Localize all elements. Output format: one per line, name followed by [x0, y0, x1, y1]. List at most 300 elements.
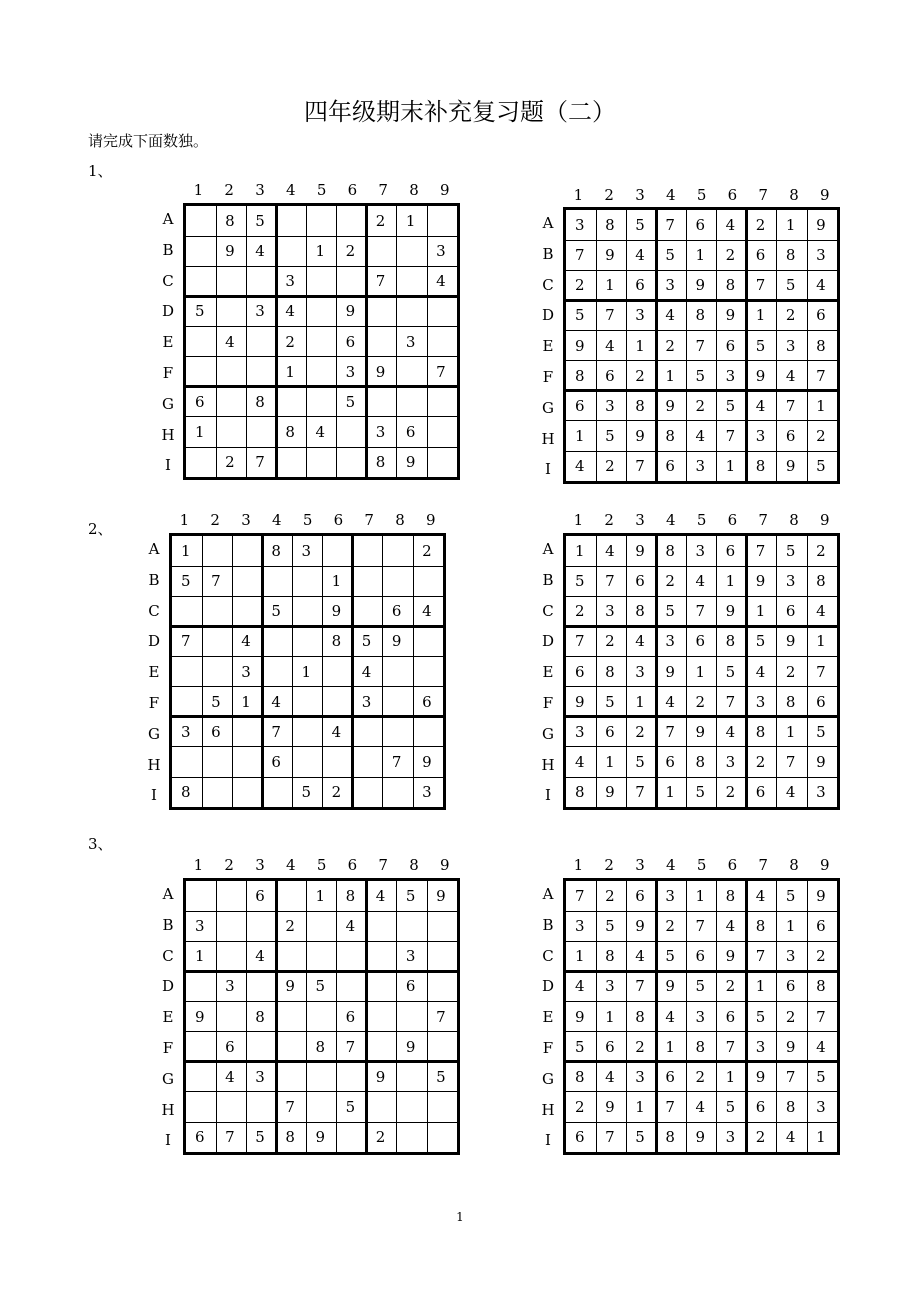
sudoku-cell: 6	[755, 783, 766, 802]
sudoku-cell[interactable]	[181, 753, 202, 777]
sudoku-cell[interactable]	[302, 632, 323, 656]
sudoku-cell: 9	[605, 1097, 615, 1116]
sudoku-cell: 6	[695, 632, 706, 651]
sudoku-cell[interactable]	[195, 1098, 216, 1122]
column-label: 8	[789, 856, 799, 874]
sudoku-cell[interactable]	[362, 723, 383, 747]
sudoku-cell[interactable]	[195, 887, 216, 911]
sudoku-cell[interactable]	[406, 363, 427, 387]
sudoku-cell: 4	[816, 276, 826, 295]
sudoku-cell[interactable]	[392, 783, 413, 807]
sudoku-cell: 8	[695, 1037, 706, 1056]
sudoku-cell: 1	[575, 947, 585, 966]
sudoku-cell[interactable]	[302, 602, 323, 626]
sudoku-cell[interactable]	[271, 783, 292, 807]
sudoku-cell[interactable]	[406, 1068, 427, 1092]
sudoku-cell: 1	[725, 457, 736, 476]
sudoku-cell: 4	[315, 422, 326, 441]
sudoku-cell[interactable]	[285, 242, 306, 266]
column-label: 5	[696, 186, 707, 204]
sudoku-cell[interactable]	[376, 1008, 397, 1032]
sudoku-cell: 5	[575, 572, 585, 591]
sudoku-cell: 6	[816, 692, 826, 711]
row-label: H	[147, 755, 161, 774]
column-label: 7	[758, 856, 768, 874]
sudoku-board	[183, 878, 460, 1155]
sudoku-cell[interactable]	[406, 272, 427, 296]
sudoku-cell: 5	[635, 1128, 645, 1147]
sudoku-cell: 5	[315, 977, 326, 996]
sudoku-cell: 6	[575, 1128, 585, 1147]
sudoku-cell: 8	[315, 1037, 326, 1056]
sudoku-cell[interactable]	[241, 783, 262, 807]
sudoku-cell: 2	[665, 336, 675, 355]
sudoku-cell[interactable]	[211, 602, 232, 626]
sudoku-cell: 1	[816, 396, 826, 415]
sudoku-cell[interactable]	[316, 1098, 337, 1122]
sudoku-cell[interactable]	[195, 1068, 216, 1092]
sudoku-cell[interactable]	[285, 947, 306, 971]
sudoku-cell[interactable]	[285, 1068, 306, 1092]
sudoku-cell[interactable]	[285, 453, 306, 477]
sudoku-cell: 5	[785, 887, 796, 905]
sudoku-board	[169, 533, 446, 810]
sudoku-cell[interactable]	[332, 542, 353, 566]
row-label: F	[162, 364, 174, 382]
sudoku-cell[interactable]	[376, 1038, 397, 1062]
sudoku-cell[interactable]	[436, 977, 457, 1001]
row-label: C	[148, 601, 160, 620]
sudoku-cell[interactable]	[332, 753, 353, 777]
sudoku-cell[interactable]	[346, 423, 367, 447]
sudoku-cell[interactable]	[316, 272, 337, 296]
sudoku-cell: 7	[785, 752, 796, 771]
sudoku-cell[interactable]	[285, 1008, 306, 1032]
column-label: 3	[241, 511, 251, 529]
sudoku-cell[interactable]	[436, 212, 457, 236]
sudoku-cell: 3	[755, 692, 766, 711]
sudoku-cell[interactable]	[225, 423, 246, 447]
row-label: H	[161, 425, 175, 444]
sudoku-cell[interactable]	[346, 453, 367, 477]
sudoku-cell: 5	[816, 722, 826, 741]
sudoku-cell[interactable]	[422, 572, 443, 596]
sudoku-cell: 5	[785, 542, 796, 560]
sudoku-cell: 2	[785, 306, 796, 325]
sudoku-cell: 9	[725, 947, 736, 966]
sudoku-cell: 9	[816, 752, 826, 771]
sudoku-cell: 4	[635, 632, 645, 651]
sudoku-cell: 2	[422, 542, 432, 560]
sudoku-cell[interactable]	[211, 663, 232, 687]
sudoku-cell: 3	[405, 332, 416, 351]
sudoku-cell[interactable]	[181, 602, 202, 626]
sudoku-cell: 2	[605, 887, 615, 905]
sudoku-cell[interactable]	[376, 242, 397, 266]
sudoku-cell: 9	[725, 602, 736, 621]
sudoku-cell[interactable]	[422, 723, 443, 747]
sudoku-cell[interactable]	[346, 212, 367, 236]
sudoku-cell[interactable]	[241, 723, 262, 747]
sudoku-cell[interactable]	[436, 423, 457, 447]
sudoku-cell[interactable]	[225, 1098, 246, 1122]
sudoku-cell: 9	[285, 977, 295, 996]
sudoku-cell: 5	[665, 602, 675, 621]
sudoku-cell: 6	[405, 977, 416, 996]
row-label: G	[162, 394, 174, 413]
sudoku-cell: 1	[695, 887, 706, 905]
sudoku-cell: 4	[241, 632, 251, 651]
sudoku-cell[interactable]	[225, 1008, 246, 1032]
sudoku-cell: 1	[315, 887, 326, 905]
sudoku-cell[interactable]	[316, 453, 337, 477]
sudoku-cell: 7	[816, 662, 826, 681]
sudoku-cell: 4	[436, 272, 446, 291]
column-label: 4	[666, 186, 676, 204]
sudoku-cell: 8	[665, 426, 675, 445]
sudoku-cell: 4	[665, 306, 675, 325]
sudoku-cell[interactable]	[225, 363, 246, 387]
sudoku-cell[interactable]	[436, 917, 457, 941]
row-label: A	[542, 540, 554, 558]
sudoku-cell: 9	[375, 1067, 386, 1086]
sudoku-cell[interactable]	[211, 542, 232, 566]
sudoku-cell: 7	[436, 1007, 446, 1026]
sudoku-cell[interactable]	[346, 1128, 367, 1152]
sudoku-cell[interactable]	[362, 753, 383, 777]
sudoku-cell: 3	[436, 242, 446, 261]
column-label: 1	[573, 856, 584, 874]
sudoku-cell: 6	[195, 1128, 205, 1147]
sudoku-cell[interactable]	[271, 663, 292, 687]
sudoku-cell[interactable]	[302, 753, 323, 777]
sudoku-cell[interactable]	[316, 1008, 337, 1032]
sudoku-cell[interactable]	[406, 393, 427, 417]
sudoku-cell: 3	[575, 722, 585, 741]
sudoku-cell[interactable]	[211, 753, 232, 777]
sudoku-cell: 7	[755, 276, 766, 295]
row-label: I	[545, 1131, 551, 1150]
sudoku-cell: 8	[375, 453, 386, 472]
sudoku-cell[interactable]	[392, 572, 413, 596]
sudoku-cell[interactable]	[195, 977, 216, 1001]
sudoku-cell[interactable]	[302, 723, 323, 747]
sudoku-cell: 5	[195, 302, 205, 321]
sudoku-cell[interactable]	[376, 1098, 397, 1122]
sudoku-cell: 4	[605, 542, 615, 560]
sudoku-cell: 3	[695, 542, 706, 560]
sudoku-cell: 4	[605, 336, 615, 355]
sudoku-cell: 6	[816, 917, 826, 936]
sudoku-cell[interactable]	[376, 947, 397, 971]
sudoku-cell[interactable]	[376, 333, 397, 357]
sudoku-cell: 5	[755, 1007, 766, 1026]
sudoku-cell[interactable]	[406, 1128, 427, 1152]
sudoku-cell: 3	[301, 542, 312, 560]
sudoku-cell: 8	[635, 396, 645, 415]
sudoku-cell: 6	[785, 426, 796, 445]
row-label: F	[542, 368, 554, 386]
sudoku-cell[interactable]	[362, 602, 383, 626]
sudoku-cell: 7	[436, 362, 446, 381]
sudoku-cell: 3	[361, 692, 372, 711]
sudoku-cell[interactable]	[225, 302, 246, 326]
row-label: G	[148, 724, 160, 743]
sudoku-cell: 4	[255, 242, 265, 261]
sudoku-cell: 6	[605, 366, 615, 385]
column-label: 4	[286, 181, 296, 199]
sudoku-cell: 3	[635, 306, 645, 325]
sudoku-cell[interactable]	[195, 242, 216, 266]
sudoku-cell[interactable]	[392, 663, 413, 687]
sudoku-cell[interactable]	[346, 272, 367, 296]
sudoku-cell[interactable]	[255, 917, 276, 941]
sudoku-cell[interactable]	[422, 632, 443, 656]
sudoku-cell[interactable]	[302, 572, 323, 596]
sudoku-cell[interactable]	[225, 272, 246, 296]
sudoku-cell[interactable]	[346, 1068, 367, 1092]
sudoku-cell[interactable]	[392, 542, 413, 566]
sudoku-cell[interactable]	[376, 302, 397, 326]
sudoku-cell[interactable]	[376, 917, 397, 941]
sudoku-cell[interactable]	[316, 333, 337, 357]
sudoku-cell: 2	[725, 783, 736, 802]
sudoku-cell: 1	[285, 362, 295, 381]
sudoku-cell[interactable]	[255, 423, 276, 447]
sudoku-cell[interactable]	[255, 272, 276, 296]
sudoku-cell: 8	[725, 276, 736, 295]
column-label: 8	[789, 186, 799, 204]
sudoku-cell[interactable]	[195, 453, 216, 477]
row-label: B	[542, 915, 554, 934]
sudoku-cell: 2	[635, 1037, 645, 1056]
sudoku-cell[interactable]	[406, 1008, 427, 1032]
sudoku-cell: 9	[315, 1128, 326, 1147]
sudoku-cell: 5	[605, 426, 615, 445]
sudoku-cell[interactable]	[406, 242, 427, 266]
sudoku-cell: 6	[755, 1097, 766, 1116]
row-label: H	[541, 1100, 555, 1119]
sudoku-cell[interactable]	[406, 1098, 427, 1122]
sudoku-cell[interactable]	[302, 693, 323, 717]
sudoku-cell[interactable]	[316, 947, 337, 971]
sudoku-cell: 5	[816, 1067, 826, 1086]
sudoku-cell[interactable]	[211, 783, 232, 807]
sudoku-cell: 9	[665, 396, 675, 415]
sudoku-cell[interactable]	[376, 977, 397, 1001]
sudoku-cell: 9	[785, 632, 796, 651]
sudoku-cell[interactable]	[332, 663, 353, 687]
sudoku-cell[interactable]	[255, 977, 276, 1001]
sudoku-cell: 3	[785, 572, 796, 591]
row-label: D	[161, 977, 175, 996]
sudoku-cell[interactable]	[255, 333, 276, 357]
sudoku-cell: 9	[635, 917, 645, 936]
column-label: 8	[409, 856, 419, 874]
sudoku-cell[interactable]	[406, 302, 427, 326]
sudoku-cell: 8	[695, 306, 706, 325]
sudoku-cell[interactable]	[255, 1038, 276, 1062]
sudoku-cell: 1	[695, 662, 706, 681]
sudoku-cell[interactable]	[241, 753, 262, 777]
sudoku-cell[interactable]	[195, 363, 216, 387]
sudoku-cell: 1	[241, 692, 251, 711]
sudoku-cell: 3	[816, 1097, 826, 1116]
sudoku-cell[interactable]	[362, 783, 383, 807]
sudoku-cell[interactable]	[436, 302, 457, 326]
sudoku-cell[interactable]	[181, 693, 202, 717]
sudoku-cell: 8	[575, 783, 585, 802]
sudoku-cell[interactable]	[195, 333, 216, 357]
sudoku-cell: 5	[635, 216, 645, 234]
row-label: D	[541, 632, 555, 651]
sudoku-cell: 7	[635, 977, 645, 996]
sudoku-cell[interactable]	[436, 453, 457, 477]
sudoku-cell: 9	[755, 1067, 766, 1086]
sudoku-cell[interactable]	[422, 663, 443, 687]
sudoku-cell[interactable]	[406, 917, 427, 941]
sudoku-cell: 9	[331, 602, 342, 621]
sudoku-cell: 7	[575, 887, 585, 905]
column-label: 3	[635, 511, 645, 529]
problem-number-1: 1、	[88, 162, 113, 180]
sudoku-cell[interactable]	[285, 393, 306, 417]
sudoku-cell: 8	[605, 662, 615, 681]
sudoku-cell: 4	[816, 602, 826, 621]
sudoku-cell[interactable]	[241, 602, 262, 626]
sudoku-cell: 2	[375, 1128, 386, 1147]
sudoku-cell: 3	[695, 1007, 706, 1026]
sudoku-cell[interactable]	[376, 393, 397, 417]
sudoku-cell[interactable]	[392, 693, 413, 717]
sudoku-cell: 4	[375, 887, 386, 905]
sudoku-cell: 9	[225, 242, 235, 261]
column-label: 7	[378, 856, 388, 874]
column-label: 6	[347, 856, 358, 874]
column-label: 6	[727, 856, 738, 874]
sudoku-cell[interactable]	[285, 887, 306, 911]
sudoku-cell: 7	[725, 426, 736, 445]
column-label: 3	[635, 856, 645, 874]
sudoku-cell: 7	[575, 246, 585, 265]
sudoku-cell: 7	[725, 692, 736, 711]
sudoku-cell: 8	[345, 887, 356, 905]
sudoku-cell: 9	[725, 306, 736, 325]
column-label: 1	[193, 856, 204, 874]
column-label: 6	[727, 511, 738, 529]
column-label: 3	[255, 856, 265, 874]
sudoku-cell[interactable]	[316, 363, 337, 387]
sudoku-cell: 1	[725, 1067, 736, 1086]
sudoku-cell[interactable]	[436, 393, 457, 417]
sudoku-cell[interactable]	[225, 947, 246, 971]
sudoku-cell[interactable]	[241, 572, 262, 596]
sudoku-cell[interactable]	[255, 1098, 276, 1122]
sudoku-cell[interactable]	[241, 542, 262, 566]
sudoku-cell[interactable]	[271, 572, 292, 596]
sudoku-cell[interactable]	[316, 917, 337, 941]
sudoku-cell[interactable]	[362, 572, 383, 596]
sudoku-cell: 2	[345, 242, 356, 261]
sudoku-cell: 5	[405, 887, 416, 905]
sudoku-cell[interactable]	[285, 1038, 306, 1062]
sudoku-cell[interactable]	[225, 917, 246, 941]
sudoku-cell: 4	[755, 396, 766, 415]
sudoku-cell: 6	[391, 602, 402, 621]
row-label: D	[147, 632, 161, 651]
sudoku-cell: 6	[755, 246, 766, 265]
sudoku-cell[interactable]	[436, 1038, 457, 1062]
sudoku-cell: 4	[225, 1067, 235, 1086]
row-label: C	[542, 601, 554, 620]
problem-number-3: 3、	[88, 835, 113, 853]
sudoku-cell[interactable]	[211, 632, 232, 656]
sudoku-cell[interactable]	[436, 1128, 457, 1152]
sudoku-cell[interactable]	[181, 663, 202, 687]
row-label: F	[162, 1039, 174, 1057]
sudoku-cell: 6	[665, 457, 675, 476]
sudoku-cell: 2	[665, 572, 675, 591]
sudoku-cell: 5	[255, 1128, 265, 1147]
sudoku-cell: 9	[575, 1007, 585, 1026]
sudoku-cell[interactable]	[316, 212, 337, 236]
page-title: 四年级期末补充复习题（二）	[304, 98, 616, 126]
sudoku-cell: 7	[345, 1037, 356, 1056]
sudoku-cell[interactable]	[285, 212, 306, 236]
sudoku-cell: 9	[816, 216, 826, 234]
sudoku-cell[interactable]	[225, 393, 246, 417]
column-label: 8	[395, 511, 405, 529]
sudoku-cell: 8	[181, 783, 191, 802]
sudoku-cell: 5	[301, 783, 312, 802]
sudoku-cell: 9	[375, 362, 386, 381]
sudoku-cell: 7	[725, 1037, 736, 1056]
sudoku-cell[interactable]	[195, 272, 216, 296]
sudoku-cell[interactable]	[225, 887, 246, 911]
sudoku-cell[interactable]	[436, 1098, 457, 1122]
column-label: 2	[604, 856, 614, 874]
sudoku-cell[interactable]	[271, 632, 292, 656]
column-label: 9	[440, 856, 450, 874]
sudoku-cell[interactable]	[195, 1038, 216, 1062]
column-label: 9	[426, 511, 436, 529]
sudoku-cell: 8	[605, 947, 615, 966]
sudoku-cell: 4	[816, 1037, 826, 1056]
sudoku-cell[interactable]	[316, 393, 337, 417]
sudoku-cell[interactable]	[436, 333, 457, 357]
sudoku-cell: 5	[575, 1037, 585, 1056]
column-label: 9	[820, 186, 830, 204]
sudoku-cell[interactable]	[346, 977, 367, 1001]
instruction-text: 请完成下面数独。	[88, 132, 209, 150]
sudoku-cell[interactable]	[316, 302, 337, 326]
sudoku-cell: 9	[575, 692, 585, 711]
sudoku-cell: 8	[725, 632, 736, 651]
sudoku-cell: 4	[345, 917, 356, 936]
sudoku-cell[interactable]	[332, 693, 353, 717]
sudoku-cell[interactable]	[255, 363, 276, 387]
sudoku-cell: 7	[605, 306, 615, 325]
sudoku-cell[interactable]	[392, 723, 413, 747]
sudoku-cell: 9	[816, 887, 826, 905]
sudoku-cell[interactable]	[346, 947, 367, 971]
column-label: 4	[272, 511, 282, 529]
row-label: E	[542, 337, 554, 356]
sudoku-cell[interactable]	[362, 542, 383, 566]
sudoku-cell[interactable]	[316, 1068, 337, 1092]
sudoku-cell[interactable]	[195, 212, 216, 236]
sudoku-cell[interactable]	[436, 947, 457, 971]
